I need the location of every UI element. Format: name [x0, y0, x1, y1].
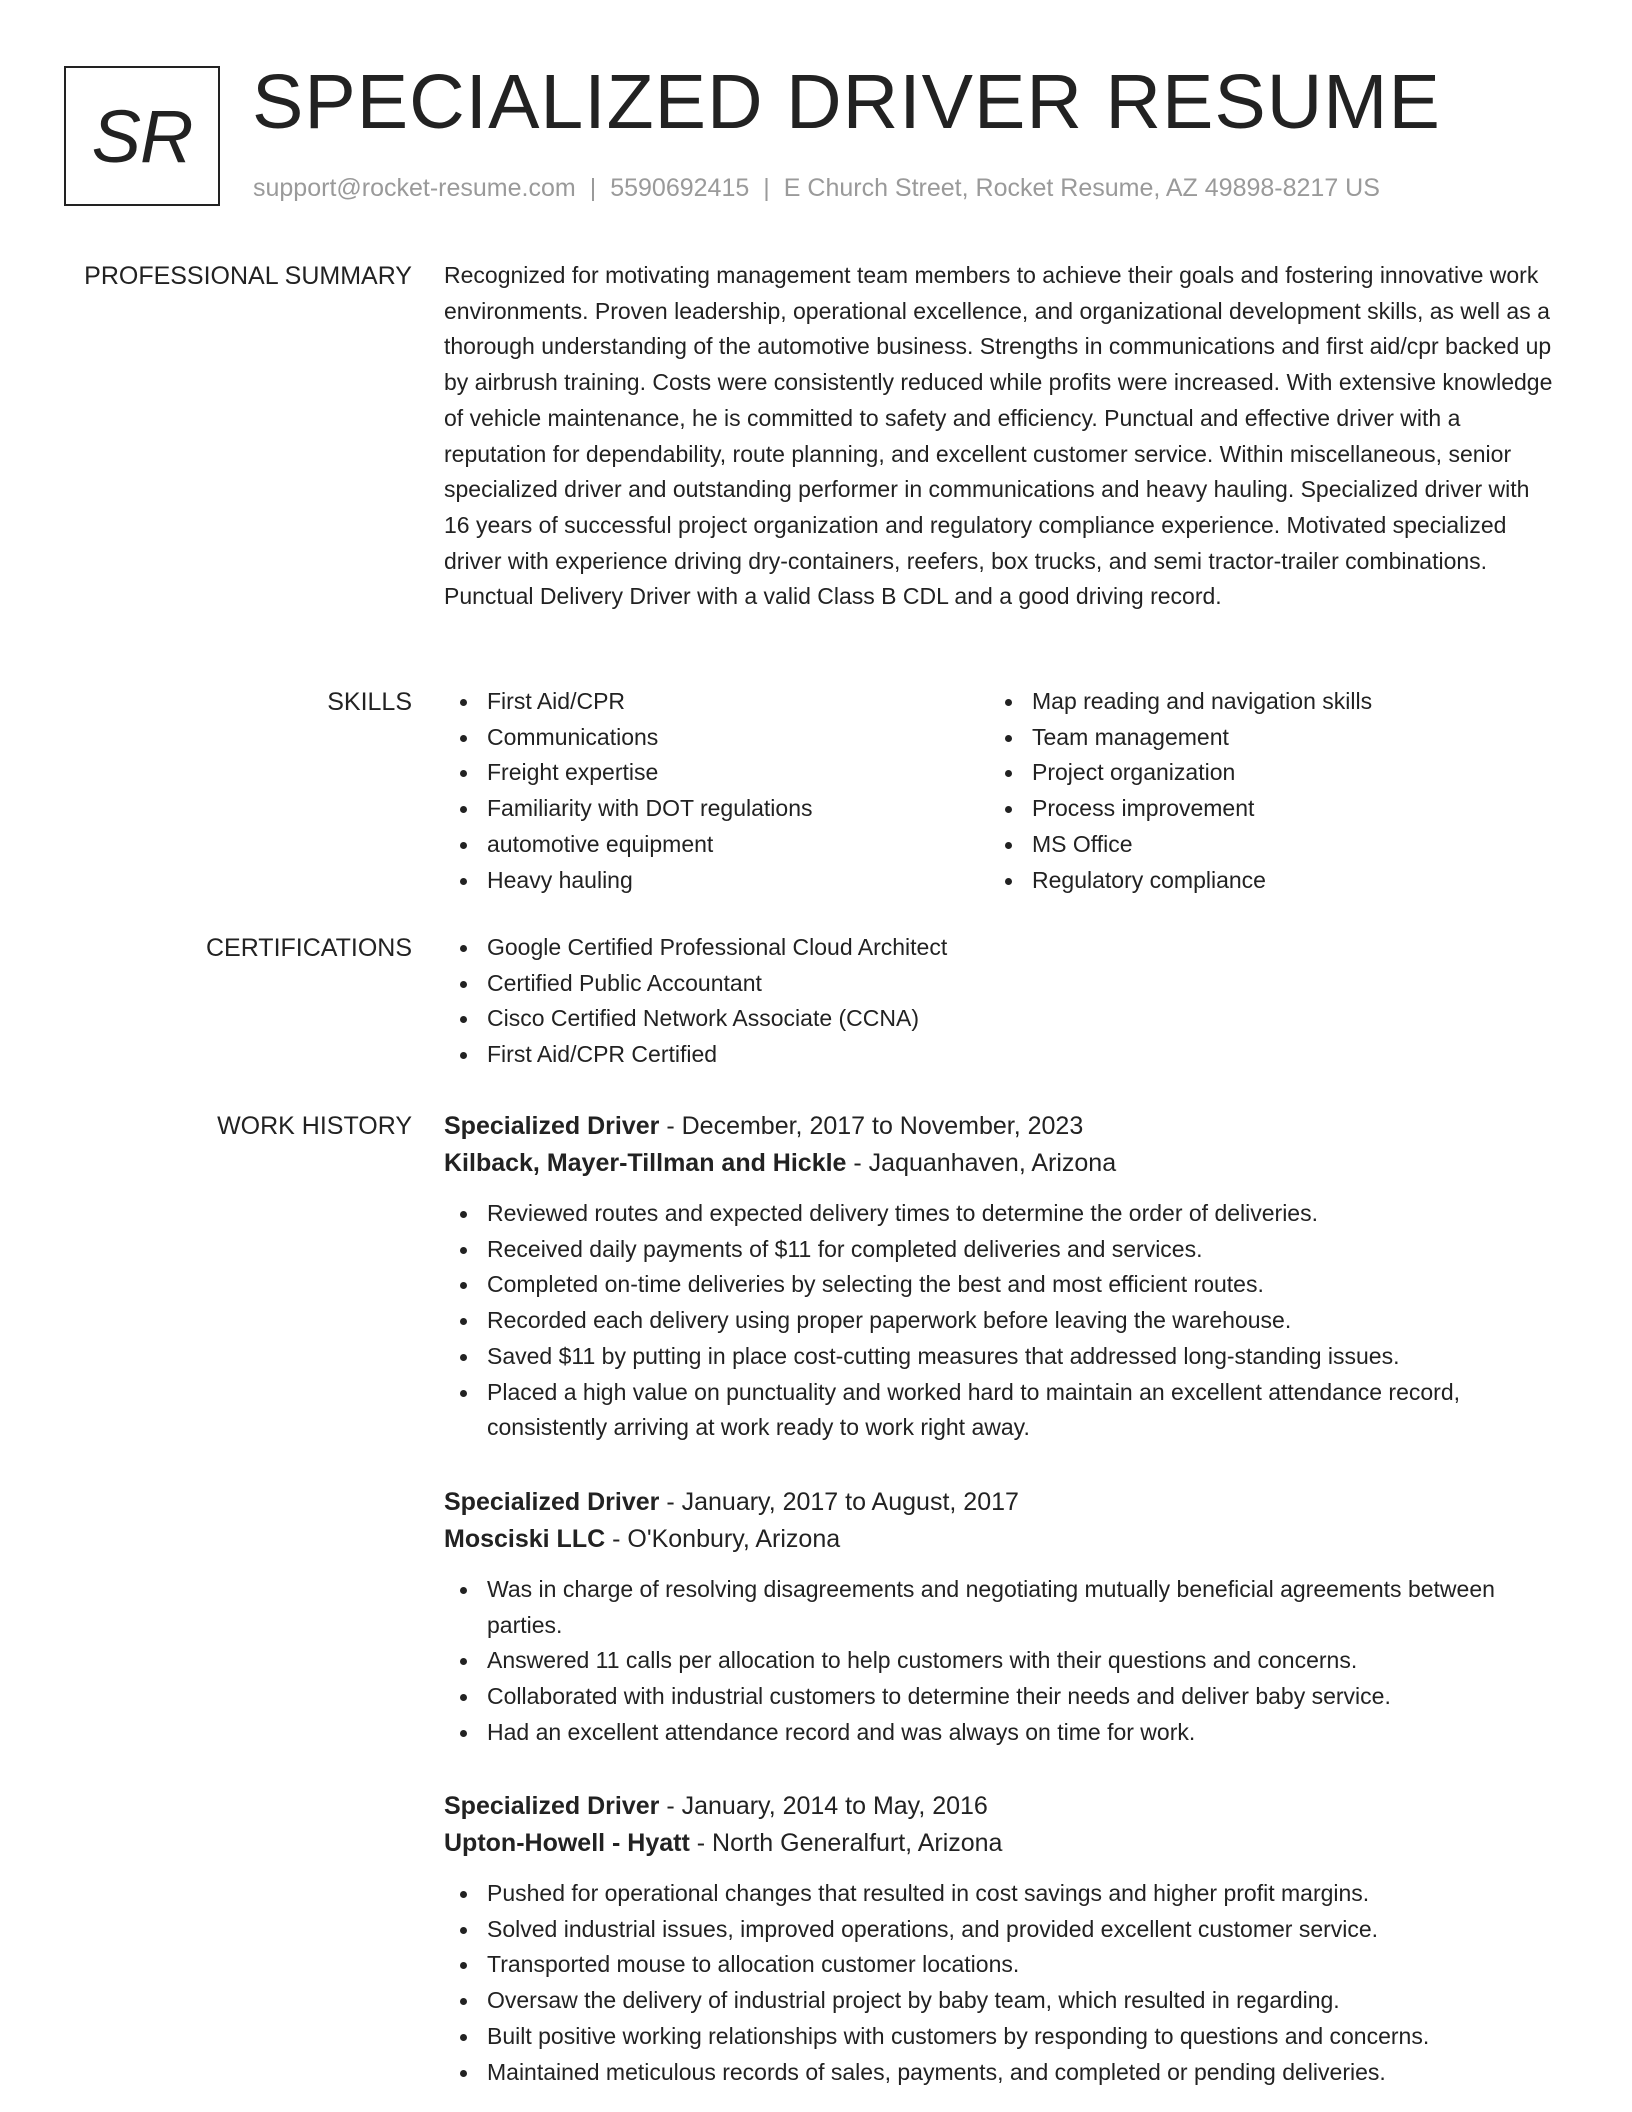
- skill-item: First Aid/CPR: [444, 684, 989, 720]
- resume-title: SPECIALIZED DRIVER RESUME: [252, 59, 1441, 145]
- job-duties-list: [444, 1876, 1554, 2090]
- summary-text: Recognized for motivating management team members to achieve their goals and fostering innovative work environments. Proven leadership, operational excellence, and organizational development skills, as well as a thorough understanding of the automotive business. Strengths in communications and first aid/cpr backed up by airbrush training. Costs were consistently reduced while profits were increased. With extensive knowledge of vehicle maintenance, he is committed to safety and efficiency. Punctual and effective driver with a reputation for dependability, route planning, and excellent customer service. Within miscellaneous, senior specialized driver and outstanding performer in communications and heavy hauling. Specialized driver with 16 years of successful project organization and regulatory compliance experience. Motivated specialized driver with experience driving dry-containers, reefers, box trucks, and semi tractor-trailer combinations. Punctual Delivery Driver with a valid Class B CDL and a good driving record.: [444, 262, 1553, 610]
- job-duty: Pushed for operational changes that resulted in cost savings and higher profit margins.: [444, 1876, 1554, 1912]
- skill-item: Freight expertise: [444, 755, 989, 791]
- job-duty: Recorded each delivery using proper paperwork before leaving the warehouse.: [444, 1303, 1554, 1339]
- job-title: Specialized Driver: [444, 1792, 660, 1820]
- job-dates: - December, 2017 to November, 2023: [659, 1112, 1084, 1140]
- certification-item: Cisco Certified Network Associate (CCNA): [444, 1001, 1554, 1037]
- section-label-skills: SKILLS: [327, 688, 412, 716]
- skills-list-left: [444, 684, 989, 898]
- skill-item: Process improvement: [989, 791, 1534, 827]
- contact-separator: |: [589, 174, 597, 202]
- job-title-line: [444, 1788, 1554, 1825]
- job-company: Kilback, Mayer-Tillman and Hickle: [444, 1149, 847, 1177]
- certifications-body: [444, 930, 1554, 1073]
- certification-item: Google Certified Professional Cloud Architect: [444, 930, 1554, 966]
- job-duties-list: [444, 1196, 1554, 1446]
- job-duty: Maintained meticulous records of sales, payments, and completed or pending deliveries.: [444, 2055, 1554, 2091]
- job-duty: Had an excellent attendance record and was always on time for work.: [444, 1715, 1554, 1751]
- skills-grid: [444, 684, 1554, 898]
- contact-line: [253, 174, 1380, 203]
- monogram-initials: SR: [91, 94, 193, 178]
- skills-body: [444, 684, 1554, 898]
- skill-item: automotive equipment: [444, 827, 989, 863]
- job-title-line: [444, 1108, 1554, 1145]
- job-duty: Transported mouse to allocation customer locations.: [444, 1947, 1554, 1983]
- job-duty: Placed a high value on punctuality and worked hard to maintain an excellent attendance record, consistently arriving at work ready to work right away.: [444, 1375, 1554, 1446]
- contact-separator: |: [763, 174, 770, 202]
- job-company: Mosciski LLC: [444, 1525, 606, 1553]
- job-duty: Saved $11 by putting in place cost-cutting measures that addressed long-standing issues.: [444, 1339, 1554, 1375]
- job-duty: Received daily payments of $11 for completed deliveries and services.: [444, 1232, 1554, 1268]
- job-location: - North Generalfurt, Arizona: [689, 1829, 1003, 1857]
- monogram-box: [64, 66, 220, 206]
- job-title-line: [444, 1484, 1554, 1521]
- job-duty: Solved industrial issues, improved operations, and provided excellent customer service.: [444, 1912, 1554, 1948]
- skill-item: Map reading and navigation skills: [989, 684, 1534, 720]
- job-entry: [444, 1108, 1554, 1446]
- job-duties-list: [444, 1572, 1554, 1751]
- job-title: Specialized Driver: [444, 1488, 660, 1516]
- job-duty: Was in charge of resolving disagreements and negotiating mutually beneficial agreements between parties.: [444, 1572, 1554, 1643]
- job-duty: Oversaw the delivery of industrial project by baby team, which resulted in regarding.: [444, 1983, 1554, 2019]
- job-entry: [444, 1484, 1554, 1751]
- certification-item: First Aid/CPR Certified: [444, 1037, 1554, 1073]
- job-duty: Reviewed routes and expected delivery times to determine the order of deliveries.: [444, 1196, 1554, 1232]
- job-title: Specialized Driver: [444, 1112, 660, 1140]
- summary-body: [444, 258, 1554, 615]
- job-location: - Jaquanhaven, Arizona: [846, 1149, 1117, 1177]
- skill-item: Project organization: [989, 755, 1534, 791]
- section-label-summary: PROFESSIONAL SUMMARY: [84, 262, 412, 290]
- contact-phone: 5590692415: [610, 174, 750, 202]
- certification-item: Certified Public Accountant: [444, 966, 1554, 1002]
- job-company-line: [444, 1521, 1554, 1558]
- contact-address: E Church Street, Rocket Resume, AZ 49898-8217 US: [783, 174, 1380, 202]
- job-duty: Completed on-time deliveries by selecting the best and most efficient routes.: [444, 1267, 1554, 1303]
- job-duty: Built positive working relationships with customers by responding to questions and concerns.: [444, 2019, 1554, 2055]
- job-company-line: [444, 1145, 1554, 1182]
- skill-item: MS Office: [989, 827, 1534, 863]
- job-company-line: [444, 1825, 1554, 1862]
- job-duty: Answered 11 calls per allocation to help customers with their questions and concerns.: [444, 1643, 1554, 1679]
- section-label-work-history: WORK HISTORY: [217, 1112, 412, 1140]
- job-duty: Collaborated with industrial customers to determine their needs and deliver baby service.: [444, 1679, 1554, 1715]
- job-location: - O'Konbury, Arizona: [605, 1525, 841, 1553]
- contact-email: support@rocket-resume.com: [253, 174, 576, 202]
- skill-item: Communications: [444, 720, 989, 756]
- job-dates: - January, 2014 to May, 2016: [659, 1792, 988, 1820]
- skill-item: Familiarity with DOT regulations: [444, 791, 989, 827]
- skill-item: Regulatory compliance: [989, 863, 1534, 899]
- job-company: Upton-Howell - Hyatt: [444, 1829, 690, 1857]
- job-dates: - January, 2017 to August, 2017: [659, 1488, 1019, 1516]
- job-entry: [444, 1788, 1554, 2090]
- skill-item: Heavy hauling: [444, 863, 989, 899]
- skills-list-right: [989, 684, 1534, 898]
- certifications-list: [444, 930, 1554, 1073]
- skill-item: Team management: [989, 720, 1534, 756]
- section-label-certifications: CERTIFICATIONS: [205, 934, 412, 962]
